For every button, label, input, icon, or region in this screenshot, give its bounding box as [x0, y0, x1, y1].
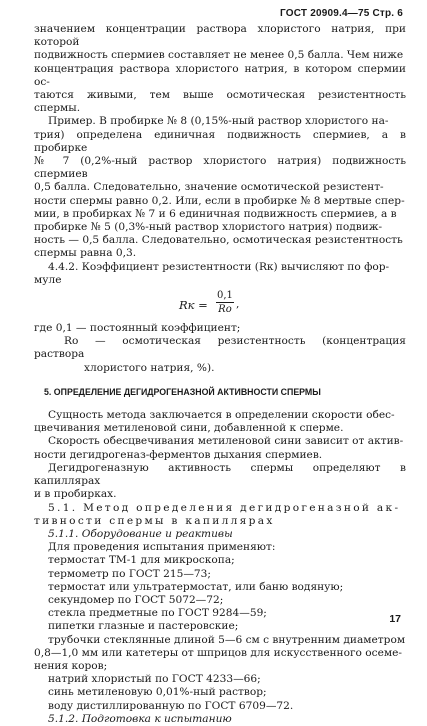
text-line: трия) определена единичная подвижность спермиев, а в пробирке — [34, 128, 406, 154]
subsection-heading: 5.1. Метод определения дегидрогеназной ак- — [48, 501, 401, 514]
document-body — [34, 23, 406, 726]
page-number: 17 — [389, 613, 401, 625]
formula-lhs: Rк = — [179, 298, 208, 313]
text-line: Для проведения испытания применяют: — [48, 541, 276, 554]
list-item: трубочки стеклянные длиной 5—6 см с внутренним диаметром — [48, 633, 406, 646]
text-line: Дегидрогеназную активность спермы определяют в капиллярах — [34, 461, 406, 488]
list-item: воду дистиллированную по ГОСТ 6709—72. — [48, 699, 294, 712]
text-line: цвечивания метиленовой сини, добавленной к сперме. — [34, 422, 344, 435]
text-line: 0,5 балла. Следовательно, значение осмотической резистент- — [34, 181, 384, 194]
text-line: 0,8—1,0 мм или катетеры от шприцов для искусственного осеме- — [34, 646, 402, 659]
list-item: термометр по ГОСТ 215—73; — [48, 567, 211, 580]
formula-fraction — [216, 290, 234, 316]
subsection-heading: 5.1.2. Подготовка к испытанию — [48, 712, 232, 725]
resistance-formula — [34, 290, 406, 320]
formula-numerator: 0,1 — [217, 290, 233, 302]
text-line: ности дегидрогеназ-ферментов дыхания спермиев. — [34, 448, 323, 461]
text-line: спермы равна 0,3. — [34, 247, 137, 260]
text-line: муле — [34, 273, 62, 286]
text-line: хлористого натрия, %). — [84, 361, 215, 374]
list-item: пипетки глазные и пастеровские; — [48, 620, 239, 633]
text-line: где 0,1 — постоянный коэффициент; — [34, 322, 241, 335]
list-item: термостат ТМ-1 для микроскопа; — [48, 554, 235, 567]
formula-denominator: Rо — [218, 304, 232, 316]
text-line: 4.4.2. Коэффициент резистентности (Rк) вычисляют по фор- — [48, 260, 390, 273]
subsection-heading: тивности спермы в капиллярах — [34, 514, 275, 527]
text-line: и в пробирках. — [34, 488, 117, 501]
text-line: № 7 (0,2%-ный раствор хлористого натрия) подвижность спермиев — [34, 155, 406, 181]
text-line: мии, в пробирках № 7 и 6 единичная подвижность спермиев, а в — [34, 207, 397, 220]
text-line: ность — 0,5 балла. Следовательно, осмотическая резистентность — [34, 234, 403, 247]
list-item: термостат или ультратермостат, или баню водяную; — [48, 580, 344, 593]
text-line: таются живыми, тем выше осмотическая резистентность спермы. — [34, 89, 406, 115]
text-line: концентрация раствора хлористого натрия, в котором спермии ос- — [34, 62, 406, 88]
text-line: Rо — осмотическая резистентность (концентрация раствора — [34, 335, 406, 361]
page-header: ГОСТ 20909.4—75 Стр. 6 — [280, 8, 403, 19]
section-heading: 5. ОПРЕДЕЛЕНИЕ ДЕГИДРОГЕНАЗНОЙ АКТИВНОСТИ СПЕРМЫ — [44, 386, 321, 397]
text-line: Сущность метода заключается в определении скорости обес- — [48, 409, 395, 422]
list-item: синь метиленовую 0,01%-ный раствор; — [48, 686, 267, 699]
list-item: секундомер по ГОСТ 5072—72; — [48, 593, 224, 606]
formula-tail: , — [236, 298, 240, 311]
text-line: значением концентрации раствора хлористого натрия, при которой — [34, 23, 406, 49]
list-item: стекла предметные по ГОСТ 9284—59; — [48, 607, 267, 620]
text-line: Скорость обесцвечивания метиленовой сини зависит от актив- — [48, 435, 404, 448]
text-line: нения коров; — [34, 659, 108, 672]
text-line: пробирке № 5 (0,3%-ный раствор хлористого натрия) подвиж- — [34, 221, 383, 234]
text-line: ности спермы равно 0,2. Или, если в пробирке № 8 мертвые спер- — [34, 194, 405, 207]
subsection-heading: 5.1.1. Оборудование и реактивы — [48, 527, 233, 540]
text-line: Пример. В пробирке № 8 (0,15%-ный раствор хлористого на- — [48, 115, 389, 128]
text-line: подвижность спермиев составляет не менее 0,5 балла. Чем ниже — [34, 49, 404, 62]
list-item: натрий хлористый по ГОСТ 4233—66; — [48, 673, 261, 686]
